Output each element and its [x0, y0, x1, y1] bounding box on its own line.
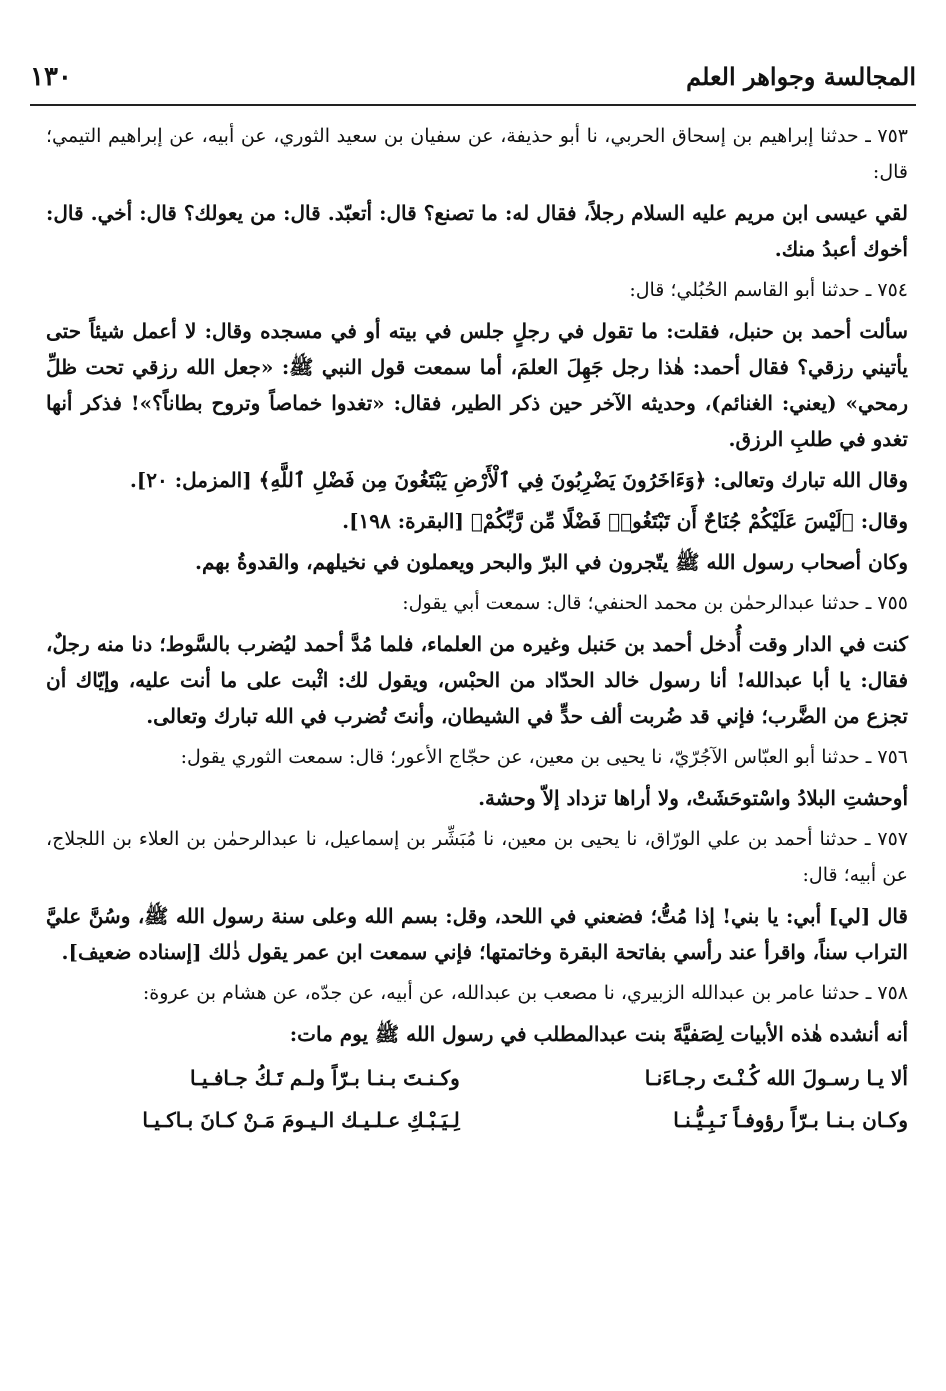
verse-line: [46, 1057, 908, 1099]
page-number: ١٣٠: [30, 62, 72, 92]
header-divider: [30, 104, 916, 106]
verse-first-hemistich: وكـان بـنـا بـرّاً رؤوفـاً نَـبِـيُّـنـا: [673, 1108, 908, 1132]
verse-second-hemistich: لِـيَـبْـكِ عـلـيـك الـيـومَ مَـنْ كـانَ بـاكـيـا: [142, 1108, 460, 1132]
verse-second-hemistich: وكـنـتَ بـنـا بـرّاً ولـم تَـكُ جـافـيـا: [190, 1066, 460, 1090]
verse-first-hemistich: ألا يـا رسـولَ الله كُـنْـتَ رجـاءَنـا: [644, 1066, 908, 1090]
isnad-754: ٧٥٤ ـ حدثنا أبو القاسم الحُبُلي؛ قال:: [629, 279, 908, 301]
isnad-757: ٧٥٧ ـ حدثنا أحمد بن علي الورّاق، نا يحيى بن معين، نا مُبَشِّر بن إسماعيل، نا عبدالرحمٰن بن العلاء بن اللجلاج، عن أبيه؛ قال:: [46, 828, 908, 886]
narration-753: لقي عيسى ابن مريم عليه السلام رجلاً، فقال له: ما تصنع؟ قال: أتعبّد. قال: من يعولك؟ قال: أخي. قال: أخوك أعبدُ منك.: [46, 201, 908, 261]
narration-758: أنه أنشده هٰذه الأبيات لِصَفيَّةَ بنت عبدالمطلب في رسول الله ﷺ يوم مات:: [289, 1022, 908, 1046]
isnad-753: ٧٥٣ ـ حدثنا إبراهيم بن إسحاق الحربي، نا أبو حذيفة، عن سفيان بن سعيد الثوري، عن أبيه، عن إبراهيم التيمي؛ قال:: [46, 125, 908, 183]
narration-757: قال [لي] أبي: يا بني! إذا مُتُّ؛ فضعني في اللحد، وقل: بسم الله وعلى سنة رسول الله ﷺ، وسُنَّ عليَّ التراب سناً، واقرأ عند رأسي بفاتحة البقرة وخاتمتها؛ فإني سمعت ابن عمر يقول ذٰلك [إسناده ضعيف].: [46, 904, 908, 964]
book-title: المجالسة وجواهر العلم: [686, 62, 916, 91]
narration-754: سألت أحمد بن حنبل، فقلت: ما تقول في رجلٍ جلس في بيته أو في مسجده وقال: لا أعمل شيئاً حتى يأتيني رزقي؟ فقال أحمد: هٰذا رجل جَهِلَ العلمَ، أما سمعت قول النبي ﷺ: «جعل الله رزقي تحت ظلِّ رمحي» (يعني: الغنائم)، وحديثه الآخر حين ذكر الطير، فقال: «تغدوا خماصاً وتروح بطاناً؟»! فذكر أنها تغدو في طلبِ الرزق.: [46, 319, 908, 451]
poem-verses: [46, 1057, 908, 1141]
page-header: [30, 56, 916, 102]
quran-verse-baqarah: وقال: ﴿لَيْسَ عَلَيْكُمْ جُنَاحٌ أَن تَبْتَغُوا۟ فَضْلًا مِّن رَّبِّكُمْ﴾ [البقرة: ١٩٨].: [342, 509, 908, 533]
isnad-758: ٧٥٨ ـ حدثنا عامر بن عبدالله الزبيري، نا مصعب بن عبدالله، عن أبيه، عن جدّه، عن هشام بن عروة:: [142, 982, 908, 1004]
quran-verse-muzzammil: وقال الله تبارك وتعالى: ﴿وَءَاخَرُونَ يَضْرِبُونَ فِي ٱلْأَرْضِ يَبْتَغُونَ مِن فَضْلِ ٱللَّهِ﴾ [المزمل: ٢٠].: [129, 468, 908, 492]
verse-line: [46, 1099, 908, 1141]
companions-trade-note: وكان أصحاب رسول الله ﷺ يتّجرون في البرّ والبحر ويعملون في نخيلهم، والقدوةُ بهم.: [195, 550, 908, 574]
page-body: [46, 118, 908, 1141]
isnad-755: ٧٥٥ ـ حدثنا عبدالرحمٰن بن محمد الحنفي؛ قال: سمعت أبي يقول:: [402, 592, 908, 614]
narration-755: كنت في الدار وقت أُدخل أحمد بن حَنبل وغيره من العلماء، فلما مُدَّ أحمد ليُضرب بالسَّوط؛ دنا منه رجلٌ، فقال: يا أبا عبدالله! أنا رسول خالد الحدّاد من الحبْس، ويقول لك: اثْبت على ما أنت عليه، وإيّاك أن تجزع من الضَّرب؛ فإني قد ضُربت ألف حدٍّ في الشيطان، وأنتَ تُضرب في الله تبارك وتعالى.: [46, 632, 908, 728]
narration-756: أوحشتِ البلادُ واسْتوحَشَتْ، ولا أراها تزداد إلاّ وحشة.: [478, 786, 908, 810]
isnad-756: ٧٥٦ ـ حدثنا أبو العبّاس الآجُرّيّ، نا يحيى بن معين، عن حجّاج الأعور؛ قال: سمعت الثوري يقول:: [180, 746, 908, 768]
